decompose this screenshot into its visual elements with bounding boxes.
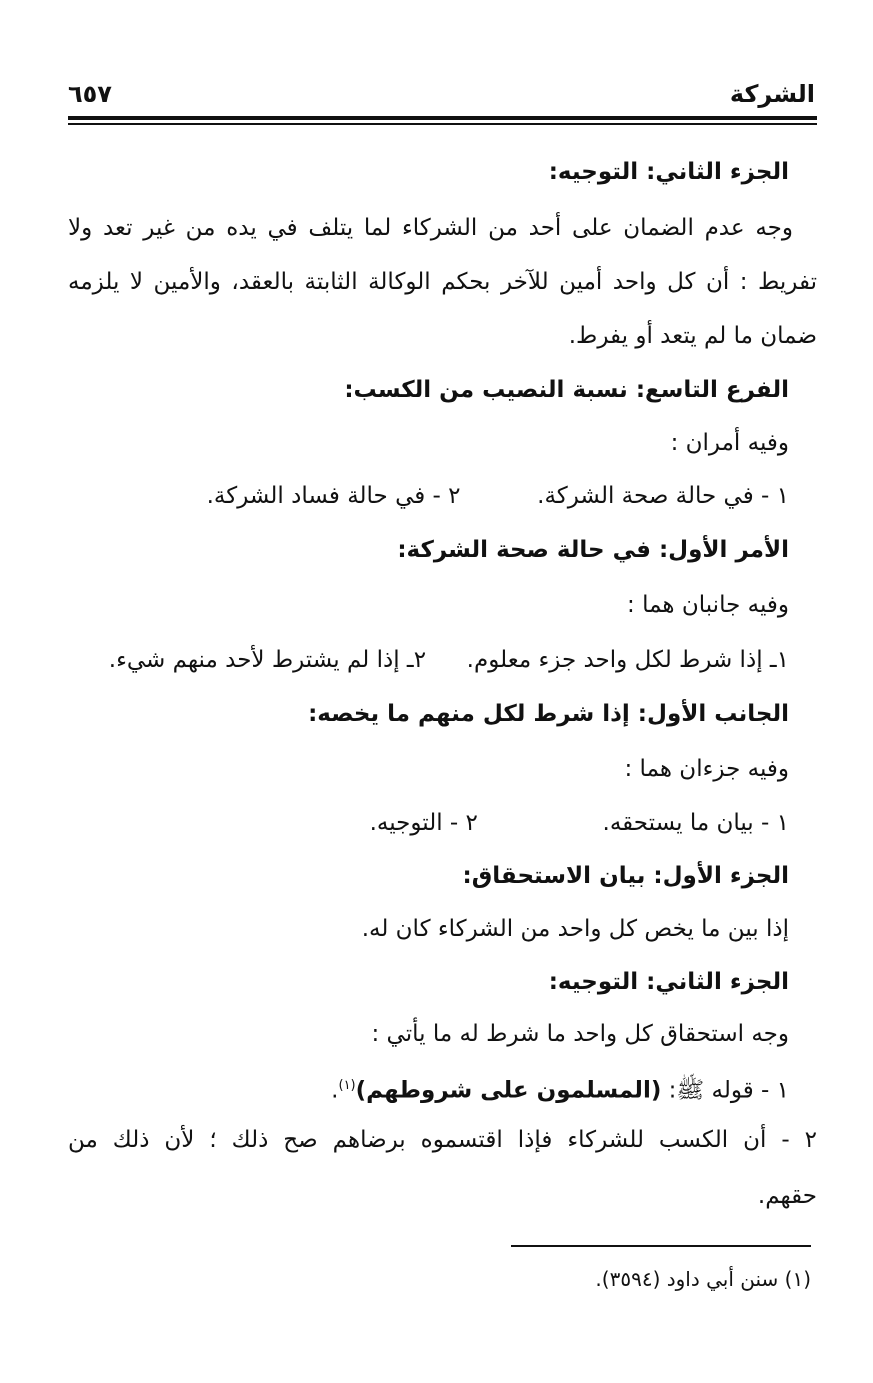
- list-two-items: [68, 803, 789, 843]
- heading-first-side: الجانب الأول: إذا شرط لكل منهم ما يخصه:: [308, 701, 789, 727]
- paragraph-line: وجه عدم الضمان على أحد من الشركاء لما يتلف في يده من غير تعد ولا: [68, 215, 793, 241]
- heading-part-two-guidance: الجزء الثاني: التوجيه:: [548, 159, 789, 185]
- list-item: ١ - في حالة صحة الشركة.: [537, 483, 789, 509]
- list-item: ١ـ إذا شرط لكل واحد جزء معلوم.: [466, 647, 789, 673]
- list-two-items: [68, 476, 789, 516]
- list-item: ١ - بيان ما يستحقه.: [602, 810, 789, 836]
- paragraph-line: ٢ - أن الكسب للشركاء فإذا اقتسموه برضاهم صح ذلك ؛ لأن ذلك من: [68, 1127, 817, 1153]
- list-two-items: [68, 640, 789, 680]
- paragraph-line: ضمان ما لم يتعد أو يفرط.: [568, 323, 817, 349]
- paragraph-line: تفريط : أن كل واحد أمين للآخر بحكم الوكالة الثابتة بالعقد، والأمين لا يلزمه: [68, 269, 817, 295]
- running-title: الشركة: [729, 80, 815, 108]
- paragraph-line: وجه استحقاق كل واحد ما شرط له ما يأتي :: [371, 1021, 789, 1047]
- list-item-hadith: [68, 1066, 789, 1111]
- heading-part-one-entitlement: الجزء الأول: بيان الاستحقاق:: [462, 863, 789, 889]
- hadith-quote: (المسلمون على شروطهم): [355, 1077, 662, 1104]
- list-item: ٢ـ إذا لم يشترط لأحد منهم شيء.: [108, 647, 427, 673]
- heading-part-two-guidance: الجزء الثاني: التوجيه:: [548, 969, 789, 995]
- paragraph-line: حقهم.: [757, 1183, 817, 1209]
- page-header: [68, 80, 815, 114]
- heading-first-matter: الأمر الأول: في حالة صحة الشركة:: [397, 537, 789, 563]
- footnote: (١) سنن أبي داود (٣٥٩٤).: [595, 1267, 811, 1291]
- header-rule-thin: [68, 123, 817, 125]
- paragraph-line: وفيه جزءان هما :: [624, 756, 789, 782]
- paragraph-line: إذا بين ما يخص كل واحد من الشركاء كان له.: [361, 916, 789, 942]
- footnote-rule: [511, 1245, 811, 1247]
- header-rule-thick: [68, 116, 817, 120]
- paragraph-line: وفيه أمران :: [670, 430, 789, 456]
- footnote-ref: (١): [338, 1078, 356, 1093]
- heading-ninth-branch: الفرع التاسع: نسبة النصيب من الكسب:: [344, 377, 789, 403]
- page-number: ٦٥٧: [68, 80, 112, 108]
- list-item-text: ١ - قوله ﷺ:: [661, 1077, 789, 1104]
- list-item: ٢ - في حالة فساد الشركة.: [206, 483, 461, 509]
- list-item: ٢ - التوجيه.: [369, 810, 478, 836]
- punctuation: .: [331, 1077, 339, 1104]
- paragraph-line: وفيه جانبان هما :: [627, 592, 789, 618]
